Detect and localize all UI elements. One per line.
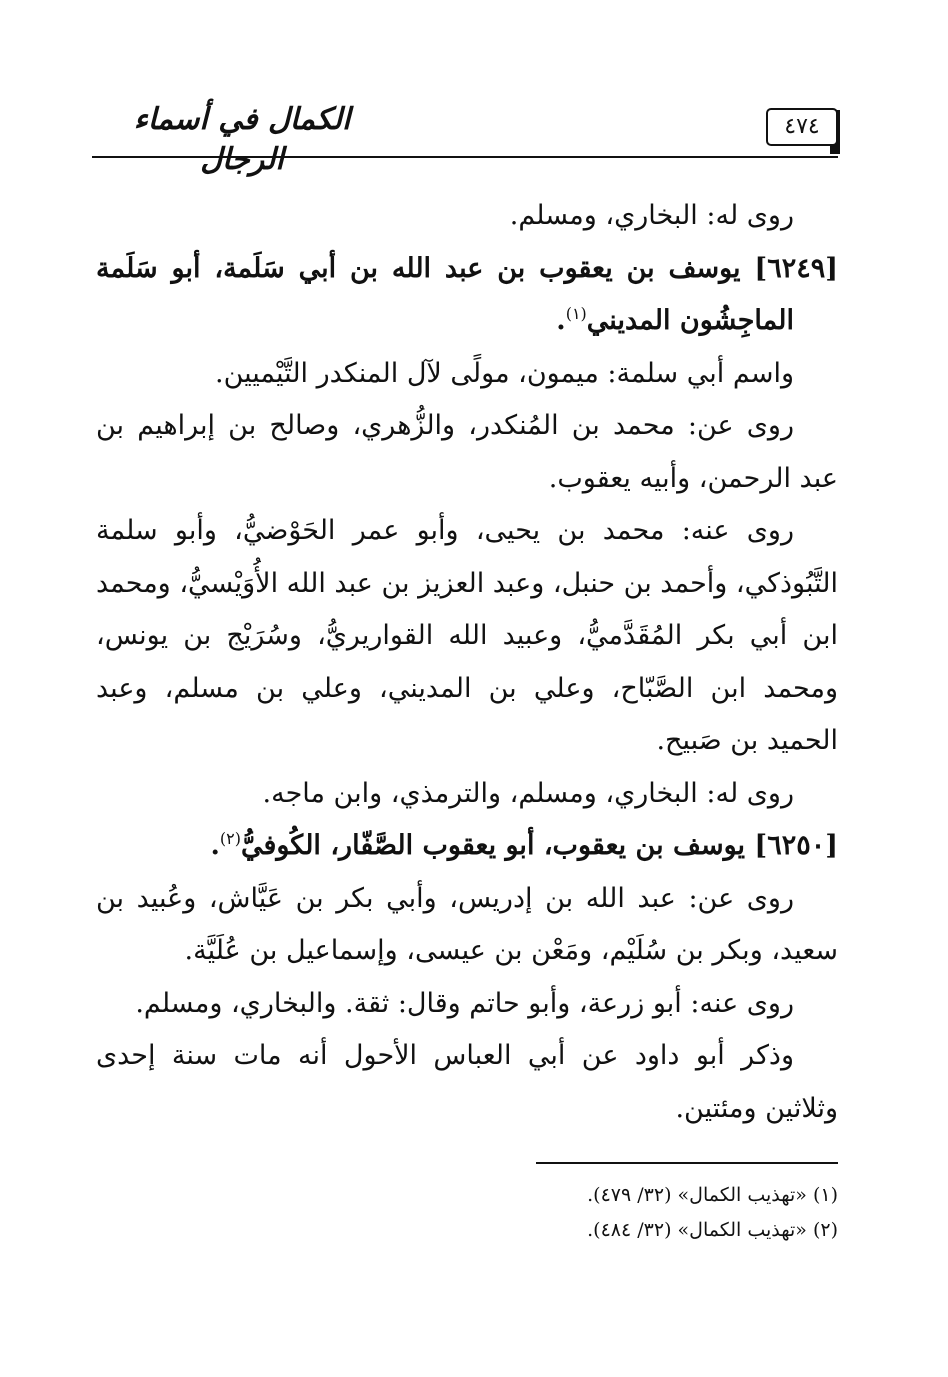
header-rule bbox=[92, 156, 838, 158]
paragraph-narrators-1: روى له: البخاري، ومسلم. bbox=[509, 200, 794, 231]
page-number-box bbox=[766, 108, 838, 146]
paragraph-narrated-by-2: روى عنه: أبو زرعة، وأبو حاتم وقال: ثقة. والبخاري، ومسلم. bbox=[135, 987, 794, 1019]
paragraph-narrated-by: روى عنه: محمد بن يحيى، وأبو عمر الحَوْضيُّ، وأبو سلمة التَّبُوذكي، وأحمد بن حنبل، وعبد العزيز بن عبد الله الأُوَيْسيُّ، ومحمد ابن أبي بكر المُقَدَّميُّ، وعبيد الله القواريريُّ، وسُرَيْج بن يونس، ومحمد ابن الصَّبّاح، وعلي بن المديني، وعلي بن مسلم، وعبد الحميد بن صَبيح. bbox=[96, 515, 838, 756]
footnote-1: (١) «تهذيب الكمال» (٣٢/ ٤٧٩). bbox=[587, 1184, 838, 1206]
footnote-2: (٢) «تهذيب الكمال» (٣٢/ ٤٨٤). bbox=[587, 1219, 838, 1241]
page-header bbox=[92, 92, 838, 177]
book-title: الكمال في أسماء الرجال bbox=[133, 102, 351, 177]
footnotes bbox=[300, 1178, 838, 1248]
paragraph-narrators-2: روى له: البخاري، ومسلم، والترمذي، وابن ماجه. bbox=[262, 777, 794, 809]
entry-heading-end: . bbox=[556, 305, 566, 336]
entry-heading-6250 bbox=[96, 820, 838, 873]
main-text bbox=[96, 190, 838, 1135]
entry-heading-end: . bbox=[210, 830, 220, 861]
paragraph-narrated-from: روى عن: محمد بن المُنكدر، والزُّهري، وصالح بن إبراهيم بن عبد الرحمن، وأبيه يعقوب. bbox=[96, 410, 838, 494]
footnote-ref-2[interactable]: (٢) bbox=[219, 829, 241, 848]
footnote-ref-1[interactable]: (١) bbox=[565, 304, 587, 323]
entry-heading-6249 bbox=[96, 243, 838, 348]
paragraph-narrated-from-2: روى عن: عبد الله بن إدريس، وأبي بكر بن عَيَّاش، وعُبيد بن سعيد، وبكر بن سُلَيْم، ومَعْن بن عيسى، وإسماعيل بن عُلَيَّة. bbox=[96, 882, 838, 966]
paragraph-name-note: واسم أبي سلمة: ميمون، مولًى لآل المنكدر التَّيْميين. bbox=[214, 357, 794, 389]
entry-heading-text: [٦٢٤٩] يوسف بن يعقوب بن عبد الله بن أبي سَلَمة، أبو سَلَمة الماجِشُون المديني bbox=[96, 252, 838, 336]
page-number: ٤٧٤ bbox=[784, 114, 820, 139]
footnote-divider bbox=[536, 1162, 838, 1164]
paragraph-death-note: وذكر أبو داود عن أبي العباس الأحول أنه مات سنة إحدى وثلاثين ومئتين. bbox=[96, 1040, 838, 1124]
entry-heading-text: [٦٢٥٠] يوسف بن يعقوب، أبو يعقوب الصَّفّار، الكُوفيُّ bbox=[240, 830, 838, 861]
